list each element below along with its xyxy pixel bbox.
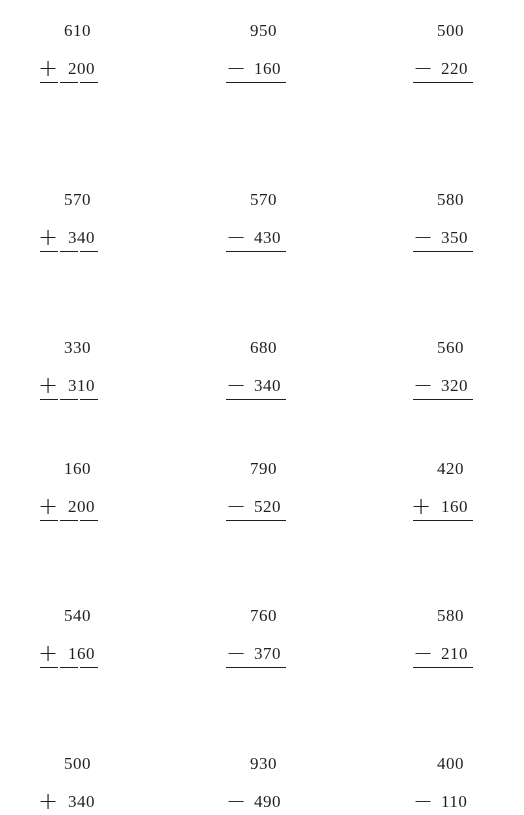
answer-line: [60, 82, 78, 83]
problem-17: [224, 755, 304, 815]
bottom-number: 160: [254, 59, 281, 78]
problem-15: [411, 607, 491, 667]
top-number: 570: [250, 190, 277, 209]
bottom-number: 340: [254, 376, 281, 395]
minus-sign: −: [226, 787, 247, 815]
answer-line: [226, 82, 286, 83]
plus-sign: +: [411, 492, 432, 520]
bottom-number: 490: [254, 792, 281, 811]
top-number: 330: [64, 338, 91, 357]
minus-sign: −: [226, 223, 247, 251]
plus-sign: +: [38, 371, 59, 399]
answer-line: [60, 251, 78, 252]
bottom-number: 310: [68, 376, 95, 395]
answer-line: [226, 399, 286, 400]
top-number: 930: [250, 754, 277, 773]
answer-line: [413, 667, 473, 668]
minus-sign: −: [413, 787, 434, 815]
answer-line: [40, 82, 58, 83]
minus-sign: −: [413, 639, 434, 667]
minus-sign: −: [413, 223, 434, 251]
top-number: 500: [64, 754, 91, 773]
answer-line: [226, 667, 286, 668]
top-number: 570: [64, 190, 91, 209]
top-number: 610: [64, 21, 91, 40]
answer-line: [80, 520, 98, 521]
bottom-number: 200: [68, 497, 95, 516]
bottom-number: 430: [254, 228, 281, 247]
plus-sign: +: [38, 639, 59, 667]
problem-4: [38, 191, 118, 251]
answer-line: [226, 520, 286, 521]
answer-line: [60, 399, 78, 400]
answer-line: [413, 520, 473, 521]
problem-14: [224, 607, 304, 667]
answer-line: [413, 399, 473, 400]
answer-line: [80, 251, 98, 252]
minus-sign: −: [226, 54, 247, 82]
bottom-number: 220: [441, 59, 468, 78]
minus-sign: −: [226, 492, 247, 520]
top-number: 420: [437, 459, 464, 478]
problem-18: [411, 755, 491, 815]
answer-line: [40, 667, 58, 668]
bottom-number: 340: [68, 228, 95, 247]
top-number: 950: [250, 21, 277, 40]
plus-sign: +: [38, 492, 59, 520]
top-number: 680: [250, 338, 277, 357]
answer-line: [413, 251, 473, 252]
bottom-number: 110: [441, 792, 468, 811]
problem-2: [224, 22, 304, 82]
bottom-number: 350: [441, 228, 468, 247]
bottom-number: 520: [254, 497, 281, 516]
minus-sign: −: [226, 639, 247, 667]
problem-13: [38, 607, 118, 667]
bottom-number: 370: [254, 644, 281, 663]
answer-line: [60, 667, 78, 668]
problem-5: [224, 191, 304, 251]
bottom-number: 160: [68, 644, 95, 663]
bottom-number: 340: [68, 792, 95, 811]
answer-line: [60, 520, 78, 521]
top-number: 580: [437, 606, 464, 625]
top-number: 160: [64, 459, 91, 478]
minus-sign: −: [413, 54, 434, 82]
answer-line: [80, 399, 98, 400]
problem-1: [38, 22, 118, 82]
top-number: 580: [437, 190, 464, 209]
problem-7: [38, 339, 118, 399]
plus-sign: +: [38, 223, 59, 251]
answer-line: [40, 251, 58, 252]
top-number: 560: [437, 338, 464, 357]
problem-3: [411, 22, 491, 82]
top-number: 400: [437, 754, 464, 773]
answer-line: [40, 399, 58, 400]
bottom-number: 160: [441, 497, 468, 516]
answer-line: [80, 667, 98, 668]
answer-line: [413, 82, 473, 83]
problem-12: [411, 460, 491, 520]
minus-sign: −: [413, 371, 434, 399]
problem-6: [411, 191, 491, 251]
problem-11: [224, 460, 304, 520]
answer-line: [80, 82, 98, 83]
plus-sign: +: [38, 787, 59, 815]
problem-8: [224, 339, 304, 399]
bottom-number: 320: [441, 376, 468, 395]
answer-line: [226, 251, 286, 252]
bottom-number: 210: [441, 644, 468, 663]
problem-10: [38, 460, 118, 520]
plus-sign: +: [38, 54, 59, 82]
top-number: 540: [64, 606, 91, 625]
problem-9: [411, 339, 491, 399]
top-number: 760: [250, 606, 277, 625]
bottom-number: 200: [68, 59, 95, 78]
problem-16: [38, 755, 118, 815]
top-number: 500: [437, 21, 464, 40]
minus-sign: −: [226, 371, 247, 399]
answer-line: [40, 520, 58, 521]
top-number: 790: [250, 459, 277, 478]
